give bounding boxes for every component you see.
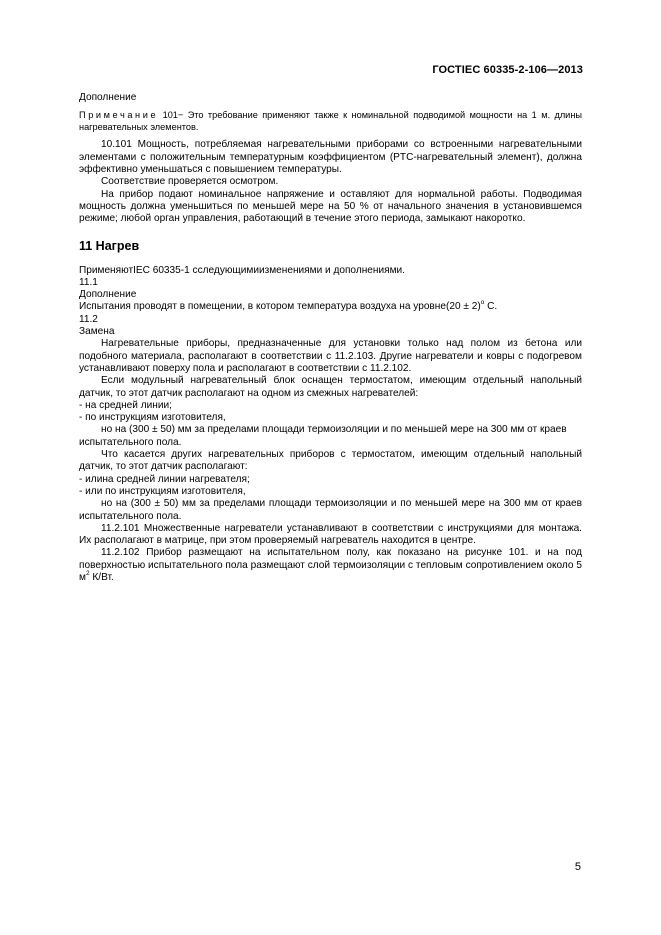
other-tail: но на (300 ± 50) мм за пределами площади термоизоляции и по меньшей мере на 300 мм от краев испытательного пола. <box>79 498 582 522</box>
clause-11-1: 11.1 <box>79 276 98 288</box>
addition-heading: Дополнение <box>79 92 137 103</box>
list-item: - по инструкциям изготовителя, <box>79 412 226 424</box>
clause-11-2-102-unit: К/Вт. <box>89 571 114 583</box>
modular-tail: но на (300 ± 50) мм за пределами площади термоизоляции и по меньшей мере на 300 мм от краев испытательного пола. <box>79 424 567 448</box>
other-paragraph: Что касается других нагревательных приборов с термостатом, имеющим отдельный напольный датчик, то этот датчик располагают: <box>79 449 582 473</box>
clause-10-101: 10.101 Мощность, потребляемая нагревательными приборами со встроенными нагревательными элементами с положительным температурным коэффициентом (PTC-нагревательный элемент), должна эффективно уменьшаться с повышением температуры. <box>79 139 582 176</box>
replacement-label: Замена <box>79 326 115 338</box>
compliance-text: Соответствие проверяется осмотром. <box>101 176 279 188</box>
clause-11-2-102-text: 11.2.102 Прибор размещают на испытательном полу, как показано на рисунке 101. и на под поверхностью испытательного пола размещают слой термоизоляции с тепловым сопротивлением около 5 м <box>79 547 582 583</box>
standard-header: ГОСТIEC 60335-2-106—2013 <box>432 64 583 76</box>
degree-sign: o <box>480 299 485 307</box>
page-content <box>79 92 582 584</box>
superscript-2: 2 <box>85 569 90 577</box>
heaters-paragraph: Нагревательные приборы, предназначенные для установки только над полом из бетона или подобного материала, располагают в соответствии с 11.2.103. Другие нагреватели и ковры с подогревом устанавливают поверху пола и располагают в соответствии с 11.2.102. <box>79 338 582 374</box>
clause-11-2: 11.2 <box>79 313 98 325</box>
list-item: - на средней линии; <box>79 399 172 411</box>
note-text: 101− Это требование применяют также к номинальной подводимой мощности на 1 м. длины нагревательных элементов. <box>79 110 582 132</box>
addition-label: Дополнение <box>79 289 137 301</box>
modular-paragraph: Если модульный нагревательный блок оснащен термостатом, имеющим отдельный напольный датчик, то этот датчик располагают на одном из смежных нагревателей: <box>79 375 582 399</box>
section-11-title: 11 Нагрев <box>79 238 140 253</box>
voltage-paragraph: На прибор подают номинальное напряжение и оставляют для нормальной работы. Подводимая мощность должна уменьшиться по меньшей мере на 50 % от начального значения в установившемся режиме; любой орган управления, работающий в течение этого периода, замыкают накоротко. <box>79 188 582 225</box>
page-number: 5 <box>574 861 581 873</box>
tests-conditions <box>79 301 582 313</box>
note-label: Примечание <box>79 110 159 121</box>
list-item: - или по инструкциям изготовителя, <box>79 485 246 497</box>
note-101 <box>79 110 582 133</box>
clause-11-2-101: 11.2.101 Множественные нагреватели устанавливают в соответствии с инструкциями для монтажа. Их располагают в матрице, при этом проверяемый нагреватель находится в центре. <box>79 522 582 547</box>
tests-text: Испытания проводят в помещении, в котором температура воздуха на уровне(20 ± 2) <box>79 301 481 313</box>
apply-line: ПрименяютIEC 60335-1 сследующимиизменениями и дополнениями. <box>79 264 405 276</box>
clause-11-2-102 <box>79 547 582 584</box>
list-item: - илина средней линии нагревателя; <box>79 473 250 485</box>
tests-unit: C. <box>484 301 498 313</box>
